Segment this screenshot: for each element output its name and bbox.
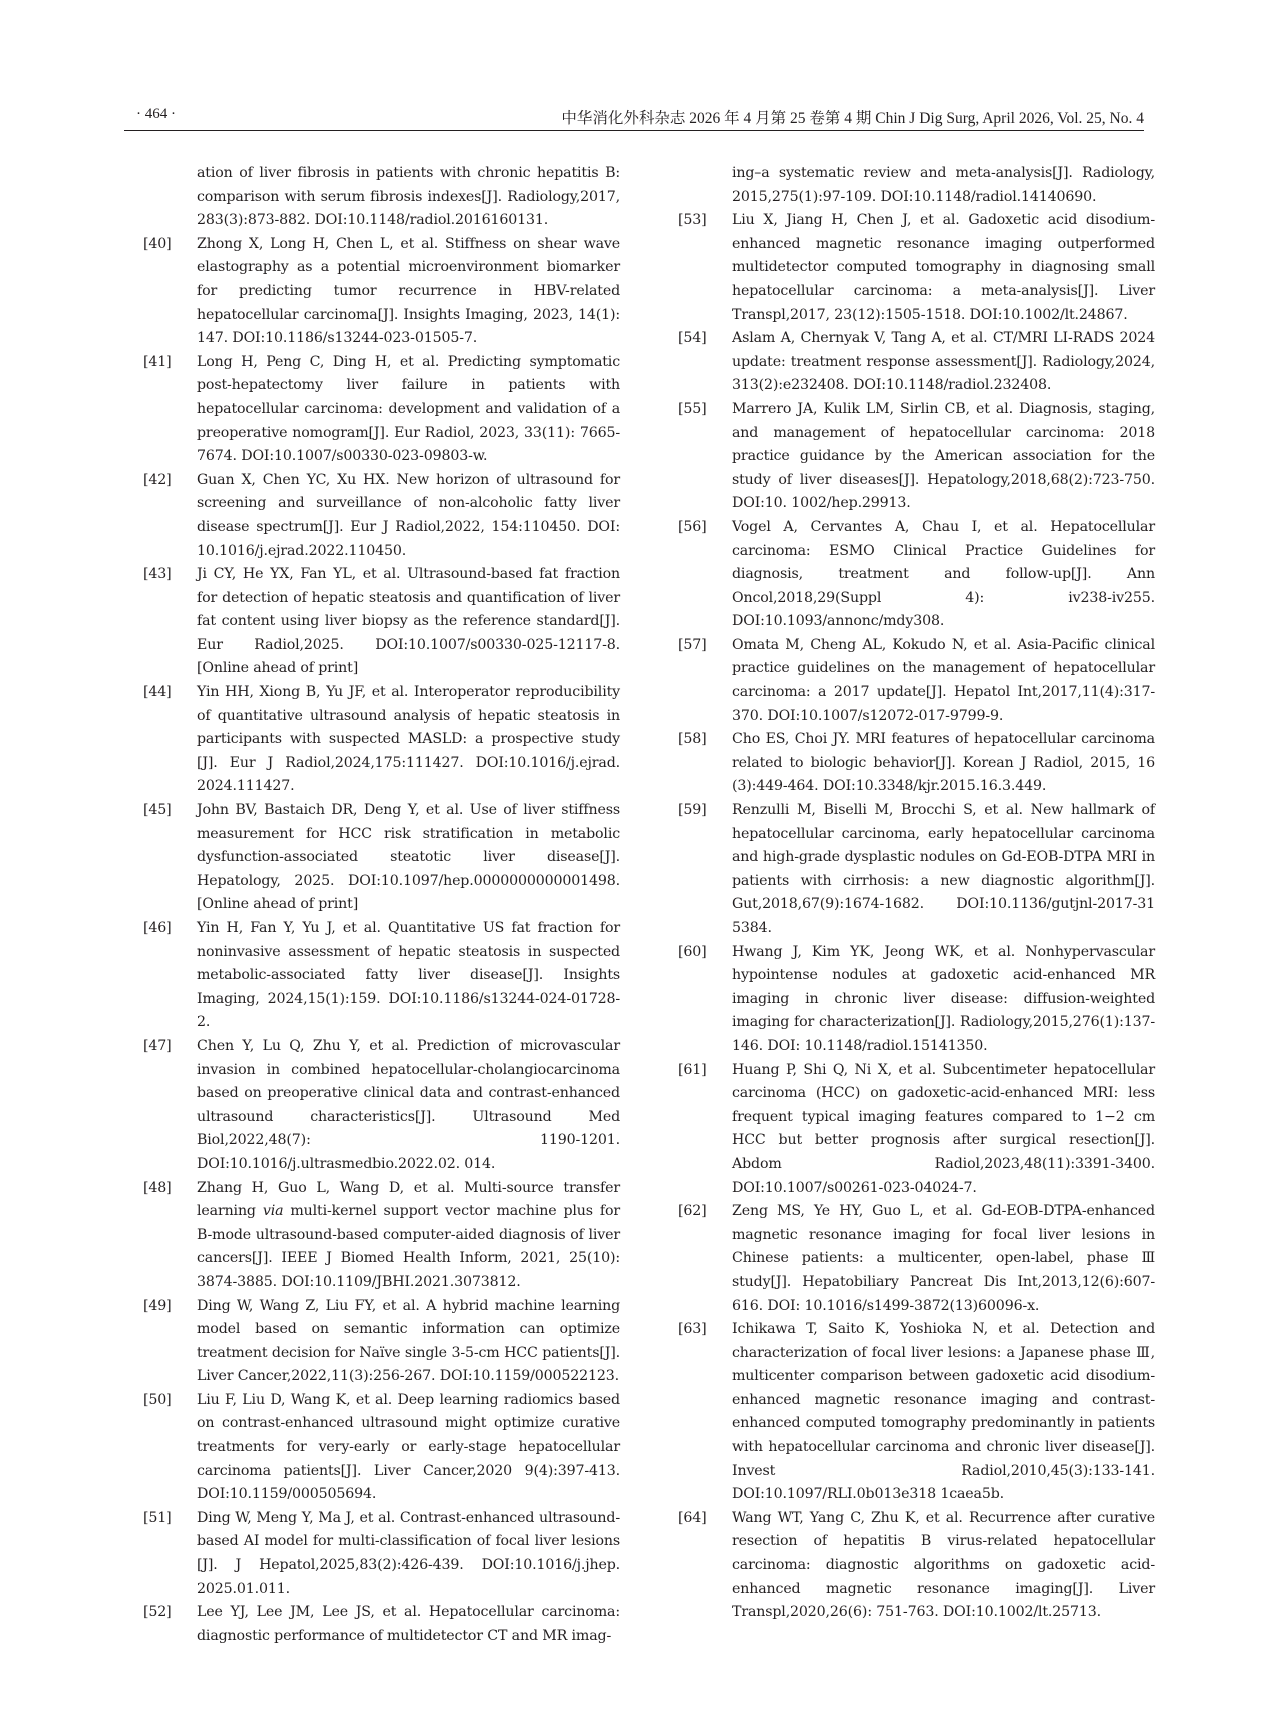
reference-number: [51] (143, 1509, 172, 1526)
reference-text: Liu X, Jiang H, Chen J, et al. Gadoxetic acid disodium-enhanced magnetic resonance imaging outperformed multidetector computed tomography in diagnosing small hepatocellular carcinoma: a meta-analysis[J]. Liver Transpl,2017, 23(12):1505-1518. DOI:10.1002/lt.24867. (732, 212, 1155, 323)
reference-number: [49] (143, 1297, 172, 1314)
reference-item (678, 634, 1155, 728)
reference-text: Ichikawa T, Saito K, Yoshioka N, et al. Detection and characterization of focal liver lesions: a Japanese phase Ⅲ, multicenter comparison between gadoxetic acid disodium-enhanced magnetic resonance imaging and contrast-enhanced computed tomography predominantly in patients with hepatocellular carcinoma and chronic liver disease[J]. Invest Radiol,2010,45(3):133-141. DOI:10.1097/RLI.0b013e318 1caea5b. (732, 1321, 1155, 1503)
reference-text: Vogel A, Cervantes A, Chau I, et al. Hepatocellular carcinoma: ESMO Clinical Practice Guidelines for diagnosis, treatment and follow-up[J]. Ann Oncol,2018,29(Suppl 4): iv238-iv255. DOI:10.1093/annonc/mdy308. (732, 518, 1155, 630)
reference-text: Hwang J, Kim YK, Jeong WK, et al. Nonhypervascular hypointense nodules at gadoxetic acid-enhanced MR imaging in chronic liver disease: diffusion-weighted imaging for characterization[J]. Radiology,2015,276(1):137-146. DOI: 10.1148/radiol.15141350. (732, 943, 1155, 1054)
reference-text: Omata M, Cheng AL, Kokudo N, et al. Asia-Pacific clinical practice guidelines on the management of hepatocellular carcinoma: a 2017 update[J]. Hepatol Int,2017,11(4):317-370. DOI:10.1007/s12072-017-9799-9. (732, 636, 1155, 724)
reference-number: [55] (678, 400, 707, 417)
reference-number: [60] (678, 943, 707, 960)
reference-item (678, 516, 1155, 634)
reference-number: [43] (143, 566, 172, 583)
reference-item (678, 327, 1155, 398)
reference-number: [50] (143, 1391, 172, 1408)
reference-item (678, 728, 1155, 799)
reference-number: [53] (678, 212, 707, 229)
reference-text: ation of liver fibrosis in patients with chronic hepatitis B: comparison with serum fibrosis indexes[J]. Radiology,2017, 283(3):873-882. DOI:10.1148/radiol.2016160131. (197, 165, 620, 229)
reference-item (143, 469, 620, 563)
reference-number: [46] (143, 920, 172, 936)
reference-text: Yin HH, Xiong B, Yu JF, et al. Interoperator reproducibility of quantitative ultrasound analysis of hepatic steatosis in participants with suspected MASLD: a prospective study [J]. Eur J Radiol,2024,175:111427. DOI:10.1016/j.ejrad. 2024.111427. (197, 684, 620, 795)
reference-text: Huang P, Shi Q, Ni X, et al. Subcentimeter hepatocellular carcinoma (HCC) on gadoxetic-acid-enhanced MRI: less frequent typical imaging features compared to 1−2 cm HCC but better prognosis after surgical resection[J]. Abdom Radiol,2023,48(11):3391-3400. DOI:10.1007/s00261-023-04024-7. (732, 1061, 1155, 1196)
reference-text: Lee YJ, Lee JM, Lee JS, et al. Hepatocellular carcinoma: diagnostic performance of multidetector CT and MR imag- (197, 1604, 620, 1644)
reference-item (678, 209, 1155, 327)
reference-number: [58] (678, 731, 707, 748)
reference-item (143, 681, 620, 799)
reference-item (143, 351, 620, 469)
reference-text: Marrero JA, Kulik LM, Sirlin CB, et al. Diagnosis, staging, and management of hepatocellular carcinoma: 2018 practice guidance by the American association for the study of liver diseases[J]. Hepatology,2018,68(2):723-750. DOI:10. 1002/hep.29913. (732, 400, 1155, 512)
reference-text: Yin H, Fan Y, Yu J, et al. Quantitative US fat fraction for noninvasive assessment of hepatic steatosis in suspected metabolic-associated fatty liver disease[J]. Insights Imaging, 2024,15(1):159. DOI:10.1186/s13244-024-01728-2. (197, 920, 620, 1031)
reference-text: Ding W, Wang Z, Liu FY, et al. A hybrid machine learning model based on semantic information can optimize treatment decision for Naïve single 3-5-cm HCC patients[J]. Liver Cancer,2022,11(3):256-267. DOI:10.1159/000522123. (197, 1297, 620, 1385)
reference-item (678, 941, 1155, 1059)
reference-item (143, 1035, 620, 1177)
reference-text: Zeng MS, Ye HY, Guo L, et al. Gd-EOB-DTPA-enhanced magnetic resonance imaging for focal liver lesions in Chinese patients: a multicenter, open-label, phase Ⅲ study[J]. Hepatobiliary Pancreat Dis Int,2013,12(6):607-616. DOI: 10.1016/s1499-3872(13)60096-x. (732, 1203, 1155, 1314)
reference-number: [56] (678, 518, 707, 535)
reference-number: [44] (143, 684, 172, 701)
page-number: · 464 · (136, 106, 176, 122)
reference-text: Cho ES, Choi JY. MRI features of hepatocellular carcinoma related to biologic behavior[J]. Korean J Radiol, 2015, 16 (3):449-464. DOI:10.3348/kjr.2015.16.3.449. (732, 731, 1155, 795)
reference-number: [48] (143, 1179, 172, 1196)
reference-text: Long H, Peng C, Ding H, et al. Predicting symptomatic post-hepatectomy liver failure in patients with hepatocellular carcinoma: development and validation of a preoperative nomogram[J]. Eur Radiol, 2023, 33(11): 7665-7674. DOI:10.1007/s00330-023-09803-w. (197, 353, 620, 465)
reference-item (143, 233, 620, 351)
reference-number: [40] (143, 235, 172, 252)
reference-item (143, 799, 620, 917)
reference-text: Renzulli M, Biselli M, Brocchi S, et al. New hallmark of hepatocellular carcinoma, early hepatocellular carcinoma and high-grade dysplastic nodules on Gd-EOB-DTPA MRI in patients with cirrhosis: a new diagnostic algorithm[J]. Gut,2018,67(9):1674-1682. DOI:10.1136/gutjnl-2017-31 5384. (732, 802, 1155, 936)
reference-number: [52] (143, 1604, 172, 1621)
reference-item (678, 1318, 1155, 1507)
reference-text: Ji CY, He YX, Fan YL, et al. Ultrasound-based fat fraction for detection of hepatic steatosis and quantification of liver fat content using liver biopsy as the reference standard[J]. Eur Radiol,2025. DOI:10.1007/s00330-025-12117-8. [Online ahead of print] (197, 566, 620, 677)
reference-item (678, 1059, 1155, 1201)
reference-item (678, 398, 1155, 516)
reference-number: [57] (678, 636, 707, 653)
journal-citation: 中华消化外科杂志 2026 年 4 月第 25 卷第 4 期 Chin J Dig Surg, April 2026, Vol. 25, No. 4 (561, 110, 1144, 127)
reference-continuation (143, 162, 620, 233)
reference-item (678, 1200, 1155, 1318)
reference-text: Aslam A, Chernyak V, Tang A, et al. CT/MRI LI-RADS 2024 update: treatment response assessment[J]. Radiology,2024, 313(2):e232408. DOI:10.1148/radiol.232408. (732, 330, 1155, 394)
reference-text: Liu F, Liu D, Wang K, et al. Deep learning radiomics based on contrast-enhanced ultrasound might optimize curative treatments for very-early or early-stage hepatocellular carcinoma patients[J]. Liver Cancer,2020 9(4):397-413. DOI:10.1159/000505694. (197, 1391, 620, 1503)
reference-number: [42] (143, 471, 172, 488)
reference-number: [62] (678, 1203, 707, 1220)
reference-text: Ding W, Meng Y, Ma J, et al. Contrast-enhanced ultrasound-based AI model for multi-classification of focal liver lesions [J]. J Hepatol,2025,83(2):426-439. DOI:10.1016/j.jhep. 2025.01.011. (197, 1509, 620, 1597)
reference-item (143, 563, 620, 681)
reference-number: [45] (143, 802, 172, 819)
reference-item (143, 1389, 620, 1507)
reference-column-left (143, 162, 620, 1648)
reference-continuation (678, 162, 1155, 209)
reference-text: Zhong X, Long H, Chen L, et al. Stiffness on shear wave elastography as a potential microenvironment biomarker for predicting tumor recurrence in HBV-related hepatocellular carcinoma[J]. Insights Imaging, 2023, 14(1): 147. DOI:10.1186/s13244-023-01505-7. (197, 235, 620, 347)
reference-text: Wang WT, Yang C, Zhu K, et al. Recurrence after curative resection of hepatitis B virus-related hepatocellular carcinoma: diagnostic algorithms on gadoxetic acid-enhanced magnetic resonance imaging[J]. Liver Transpl,2020,26(6): 751-763. DOI:10.1002/lt.25713. (732, 1509, 1155, 1621)
reference-number: [61] (678, 1061, 707, 1078)
reference-item (143, 917, 620, 1035)
reference-number: [41] (143, 353, 172, 370)
reference-text: ing–a systematic review and meta-analysis[J]. Radiology, 2015,275(1):97-109. DOI:10.1148/radiol.14140690. (732, 165, 1155, 205)
reference-number: [47] (143, 1037, 172, 1054)
reference-number: [63] (678, 1321, 707, 1338)
reference-item (678, 799, 1155, 941)
reference-number: [54] (678, 330, 707, 347)
reference-text: John BV, Bastaich DR, Deng Y, et al. Use of liver stiffness measurement for HCC risk stratification in metabolic dysfunction-associated steatotic liver disease[J]. Hepatology, 2025. DOI:10.1097/hep.0000000000001498. [Online ahead of print] (197, 802, 620, 913)
reference-number: [64] (678, 1509, 707, 1526)
running-header (124, 104, 1144, 131)
reference-text: Zhang H, Guo L, Wang D, et al. Multi-source transfer learning via multi-kernel support vector machine plus for B-mode ultrasound-based computer-aided diagnosis of liver cancers[J]. IEEE J Biomed Health Inform, 2021, 25(10): 3874-3885. DOI:10.1109/JBHI.2021.3073812. (197, 1179, 621, 1290)
reference-number: [59] (678, 802, 707, 819)
reference-item (678, 1507, 1155, 1625)
reference-item (143, 1295, 620, 1389)
reference-text: Guan X, Chen YC, Xu HX. New horizon of ultrasound for screening and surveillance of non-alcoholic fatty liver disease spectrum[J]. Eur J Radiol,2022, 154:110450. DOI: 10.1016/j.ejrad.2022.110450. (197, 471, 620, 559)
reference-item (143, 1177, 620, 1295)
reference-text: Chen Y, Lu Q, Zhu Y, et al. Prediction of microvascular invasion in combined hepatocellular-cholangiocarcinoma based on preoperative clinical data and contrast-enhanced ultrasound characteristics[J]. Ultrasound Med Biol,2022,48(7): 1190-1201. DOI:10.1016/j.ultrasmedbio.2022.02. 014. (197, 1037, 620, 1172)
reference-item (143, 1507, 620, 1601)
reference-item (143, 1601, 620, 1648)
reference-column-right (678, 162, 1155, 1625)
